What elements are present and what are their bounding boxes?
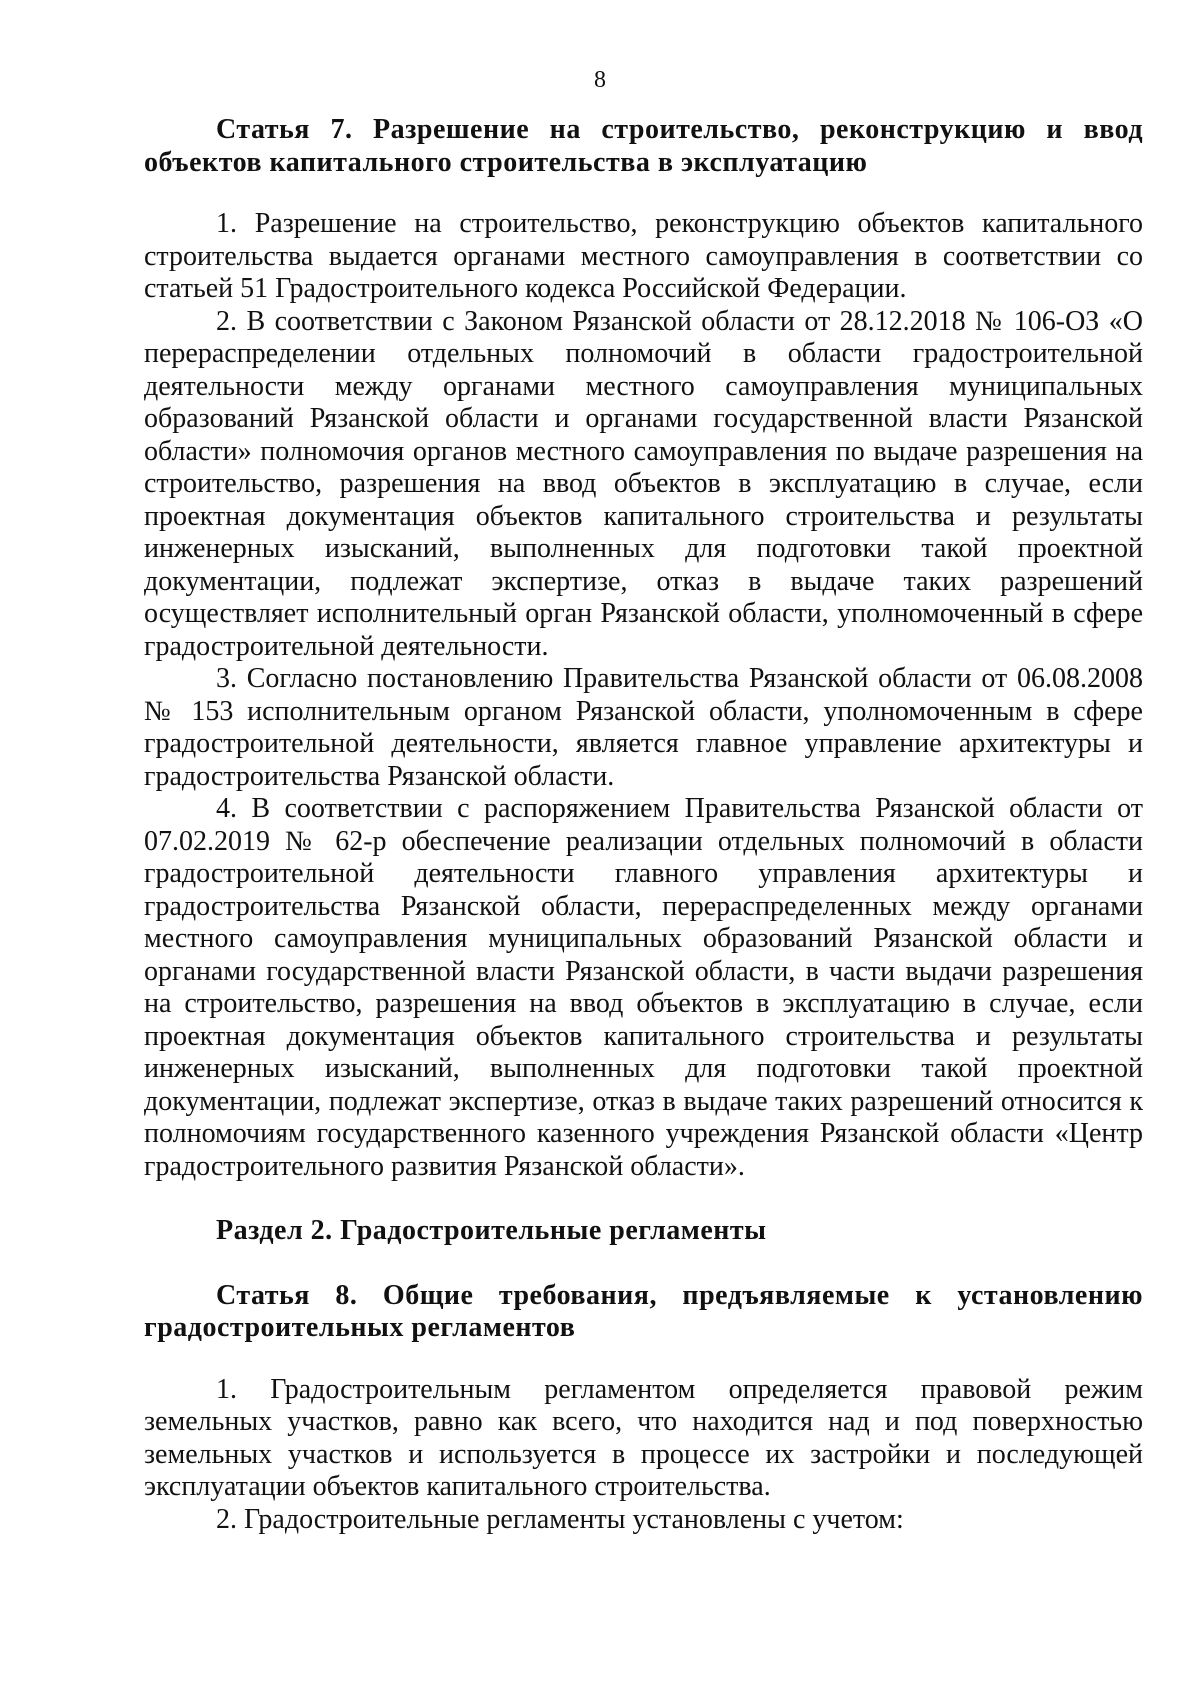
- document-body: [144, 114, 1143, 1536]
- article-7-paragraph-1: 1. Разрешение на строительство, реконструкцию объектов капитального строительства выдается органами местного самоуправления в соответствии со статьей 51 Градостроительного кодекса Российской Федерации.: [144, 208, 1143, 304]
- section-2-heading: Раздел 2. Градостроительные регламенты: [216, 1215, 767, 1246]
- article-8-heading: Статья 8. Общие требования, предъявляемые к установлению градостроительных регламентов: [144, 1279, 1143, 1343]
- article-8-paragraph-1: 1. Градостроительным регламентом определяется правовой режим земельных участков, равно как всего, что находится над и под поверхностью земельных участков и используется в процессе их застройки и последующей эксплуатации объектов капитального строительства.: [144, 1373, 1143, 1502]
- article-7-heading: Статья 7. Разрешение на строительство, реконструкцию и ввод объектов капитального строительства в эксплуатацию: [144, 114, 1143, 178]
- page-number: 8: [594, 67, 606, 93]
- article-7-paragraph-3: 3. Согласно постановлению Правительства Рязанской области от 06.08.2008 № 153 исполнительным органом Рязанской области, уполномоченным в сфере градостроительной деятельности, является главное управление архитектуры и градостроительства Рязанской области.: [144, 663, 1143, 792]
- article-8-paragraph-2: 2. Градостроительные регламенты установлены с учетом:: [216, 1503, 904, 1535]
- article-7-paragraph-2: 2. В соответствии с Законом Рязанской области от 28.12.2018 № 106-ОЗ «О перераспределении отдельных полномочий в области градостроительной деятельности между органами местного самоуправления муниципальных образований Рязанской области и органами государственной власти Рязанской области» полномочия органов местного самоуправления по выдаче разрешения на строительство, разрешения на ввод объектов в эксплуатацию в случае, если проектная документация объектов капитального строительства и результаты инженерных изысканий, выполненных для подготовки такой проектной документации, подлежат экспертизе, отказ в выдаче таких разрешений осуществляет исполнительный орган Рязанской области, уполномоченный в сфере градостроительной деятельности.: [144, 305, 1143, 662]
- article-7-paragraph-4: 4. В соответствии с распоряжением Правительства Рязанской области от 07.02.2019 № 62-р обеспечение реализации отдельных полномочий в области градостроительной деятельности главного управления архитектуры и градостроительства Рязанской области, перераспределенных между органами местного самоуправления муниципальных образований Рязанской области и органами государственной власти Рязанской области, в части выдачи разрешения на строительство, разрешения на ввод объектов в эксплуатацию в случае, если проектная документация объектов капитального строительства и результаты инженерных изысканий, выполненных для подготовки такой проектной документации, подлежат экспертизе, отказ в выдаче таких разрешений относится к полномочиям государственного казенного учреждения Рязанской области «Центр градостроительного развития Рязанской области».: [144, 793, 1143, 1182]
